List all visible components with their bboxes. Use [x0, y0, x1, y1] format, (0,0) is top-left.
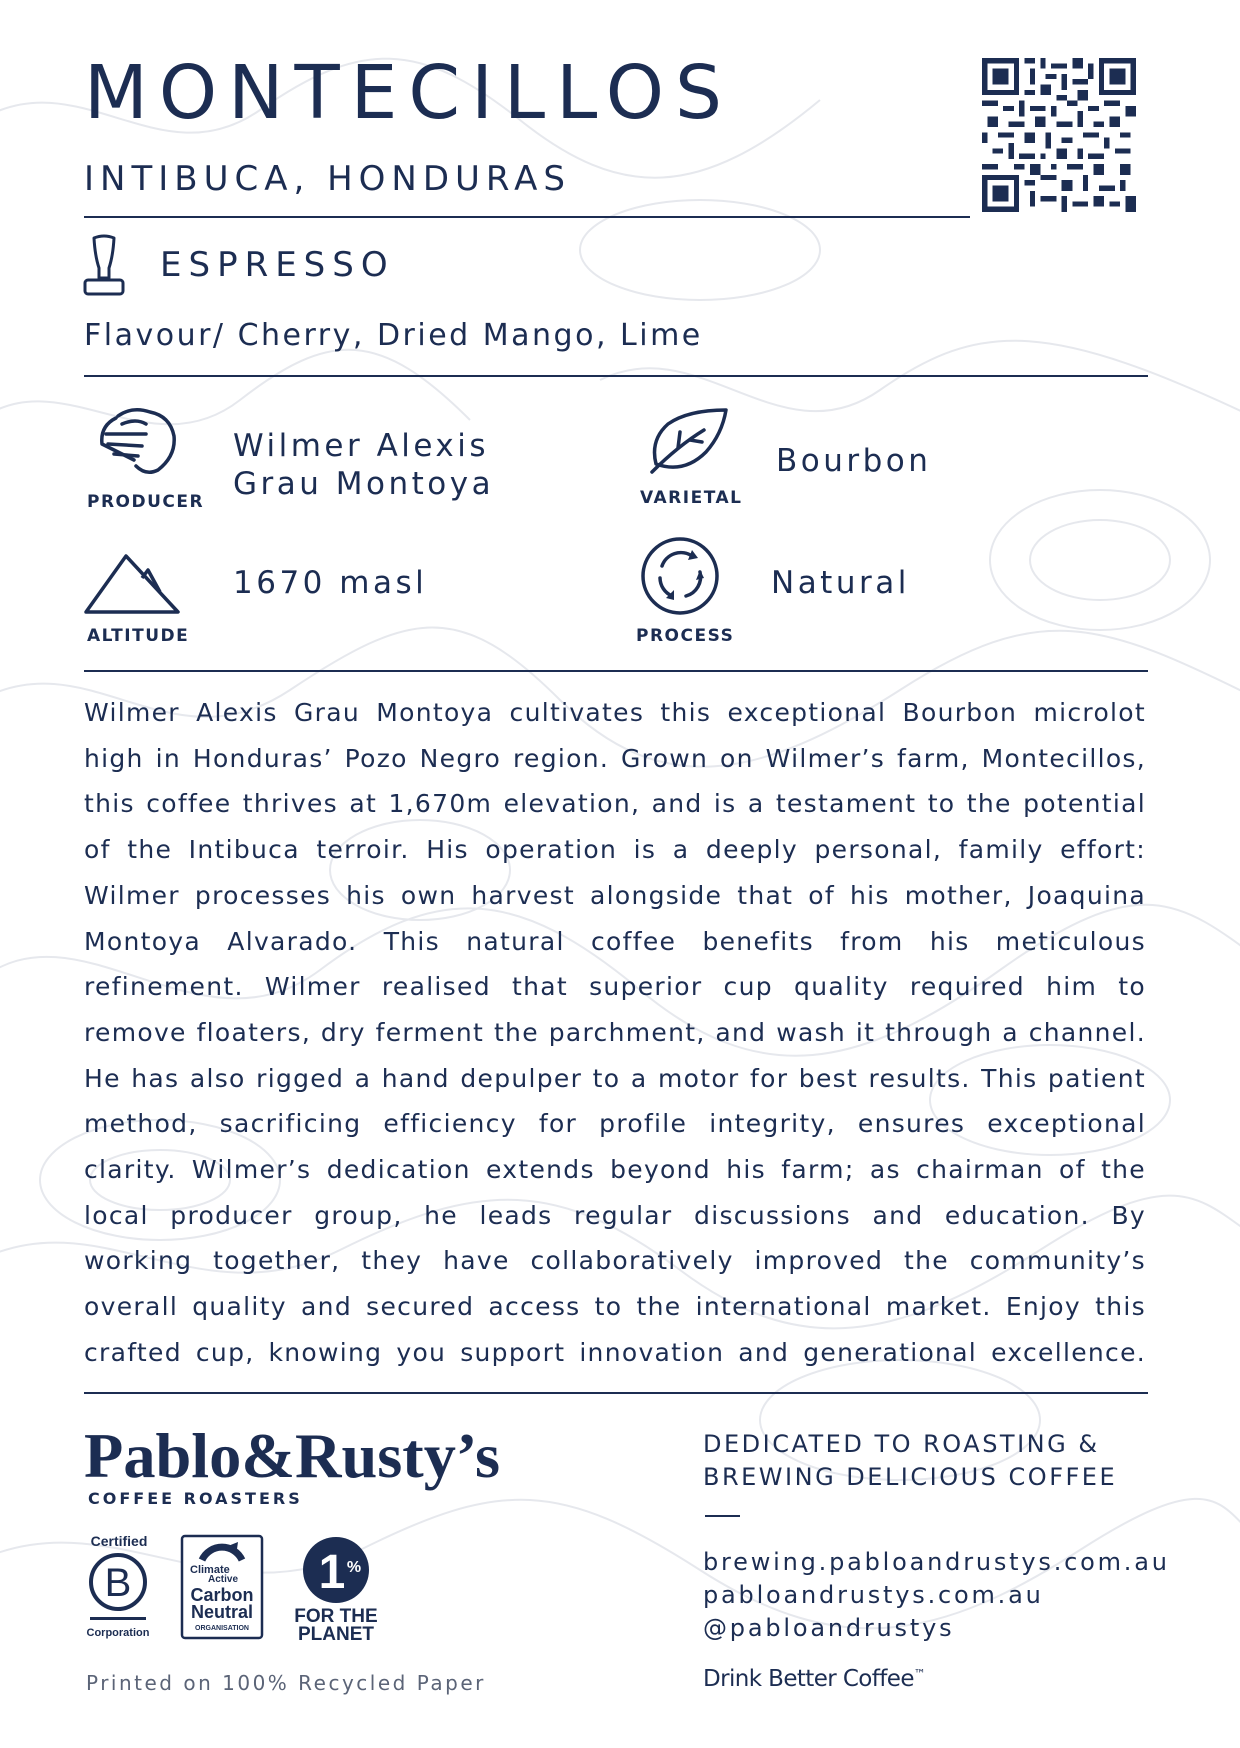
mountain-icon: [84, 550, 180, 616]
process-value: Natural: [771, 565, 910, 601]
divider-description: [84, 1392, 1148, 1394]
brand-tagline: [703, 1428, 1143, 1494]
bcorp-top-text: Certified: [90, 1533, 148, 1549]
slogan-text: Drink Better Coffee: [703, 1666, 914, 1692]
process-label: PROCESS: [636, 626, 735, 646]
cycle-icon: [640, 536, 720, 616]
qr-code[interactable]: [982, 58, 1136, 212]
brew-method: ESPRESSO: [160, 245, 395, 285]
social-handle-link[interactable]: @pabloandrustys: [703, 1614, 955, 1642]
divider-flavour: [84, 375, 1148, 377]
altitude-label: ALTITUDE: [87, 626, 190, 646]
planet-line2: PLANET: [298, 1624, 374, 1642]
contact-links: [703, 1546, 1170, 1645]
bcorp-badge: [84, 1532, 154, 1642]
producer-label: PRODUCER: [87, 492, 205, 512]
brand-logo[interactable]: [84, 1415, 504, 1495]
bcorp-letter: B: [104, 1561, 132, 1605]
altitude-value: 1670 masl: [233, 565, 428, 601]
varietal-value: Bourbon: [776, 443, 932, 479]
climate-line3: Carbon: [190, 1585, 254, 1605]
planet-number: 1: [318, 1546, 346, 1599]
coffee-description: Wilmer Alexis Grau Montoya cultivates this exceptional Bourbon microlot high in Honduras’ Pozo Negro region. Grown on Wilmer’s farm, Montecillos, this coffee thrives at 1,670m elevation, and is a testament to the potential of the Intibuca terroir. His operation is a deeply personal, family effort: Wilmer processes his own harvest alongside that of his mother, Joaquina Montoya Alvarado. This natural coffee benefits from his meticulous refinement. Wilmer realised that superior cup quality required him to remove floaters, dry ferment the parchment, and wash it through a channel. He has also rigged a hand depulper to a motor for best results. This patient method, sacrificing efficiency for profile integrity, ensures exceptional clarity. Wilmer’s dedication extends beyond his farm; as chairman of the local producer group, he leads regular discussions and education. By working together, they have collaboratively improved the community’s overall quality and secured access to the international market. Enjoy this crafted cup, knowing you support innovation and generational excellence.: [84, 698, 1146, 1367]
brand-slogan: [703, 1668, 925, 1691]
trademark-mark: ™: [913, 1667, 926, 1681]
tagline-line1: DEDICATED TO ROASTING &: [703, 1430, 1100, 1458]
flavour-notes: Flavour/ Cherry, Dried Mango, Lime: [84, 318, 703, 353]
tagline-dash: [705, 1515, 740, 1517]
brand-logo-text: Pablo&Rusty’s: [84, 1420, 500, 1491]
coffee-origin: INTIBUCA, HONDURAS: [84, 159, 571, 199]
climate-line4: Neutral: [190, 1602, 254, 1622]
divider-attributes: [84, 670, 1148, 672]
producer-value-line2: Grau Montoya: [233, 466, 495, 502]
divider-title: [84, 216, 970, 218]
climate-line2: Active: [208, 1574, 239, 1585]
producer-value-line1: Wilmer Alexis: [233, 428, 490, 464]
tamper-icon: [82, 234, 126, 298]
climate-line1: Climate: [190, 1564, 230, 1576]
planet-line1: FOR THE: [294, 1606, 378, 1627]
brand-subtitle: COFFEE ROASTERS: [88, 1489, 303, 1508]
handshake-icon: [96, 404, 180, 480]
coffee-name: MONTECILLOS: [84, 50, 733, 136]
planet-percent: %: [346, 1559, 362, 1576]
brewing-website-link[interactable]: brewing.pabloandrustys.com.au: [703, 1548, 1170, 1576]
varietal-label: VARIETAL: [640, 488, 743, 508]
leaf-icon: [648, 406, 730, 476]
tagline-line2: BREWING DELICIOUS COFFEE: [703, 1463, 1118, 1491]
producer-value: [233, 427, 494, 503]
carbon-neutral-badge: [180, 1534, 264, 1640]
climate-line5: ORGANISATION: [195, 1625, 249, 1632]
bcorp-bottom-text: Corporation: [86, 1627, 150, 1639]
website-link[interactable]: pabloandrustys.com.au: [703, 1581, 1044, 1609]
one-percent-planet-badge: [290, 1534, 380, 1642]
recycled-paper-note: Printed on 100% Recycled Paper: [86, 1671, 486, 1695]
